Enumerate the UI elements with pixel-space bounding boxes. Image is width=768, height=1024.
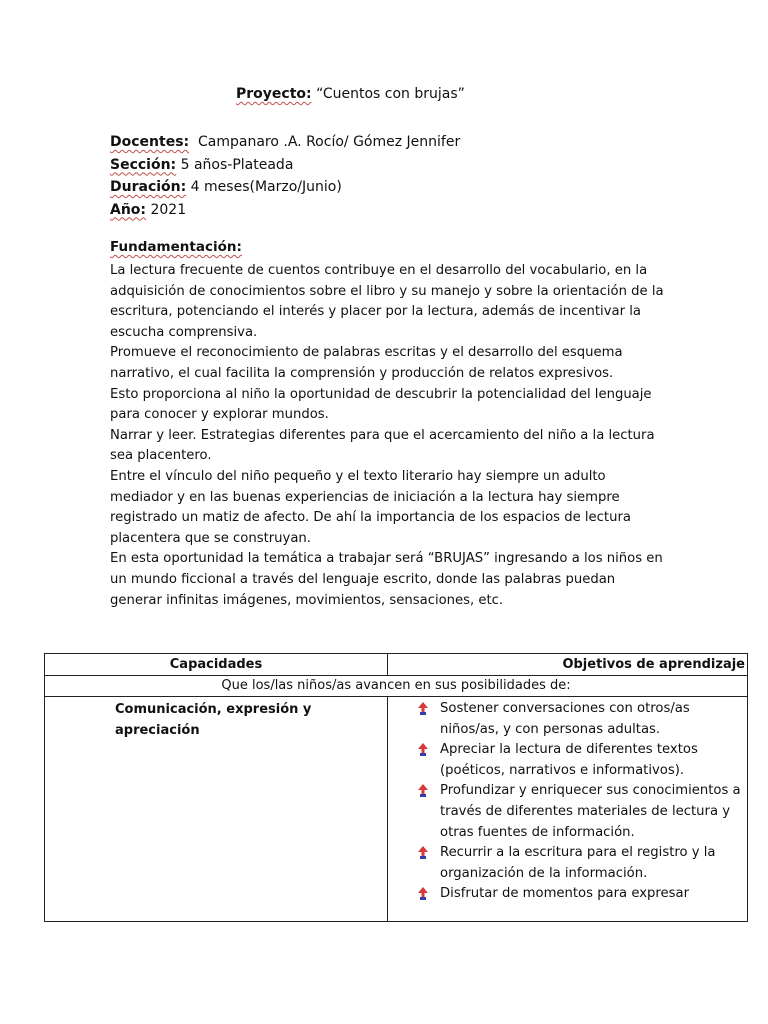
- table-header-row: [45, 654, 748, 676]
- arrow-base: [420, 856, 426, 859]
- arrow-head: [418, 887, 428, 897]
- meta-duracion: [110, 176, 460, 199]
- project-title: “Cuentos con brujas”: [311, 86, 465, 102]
- meta-value: 5 años-Plateada: [176, 156, 294, 173]
- table-span-row: [45, 676, 748, 697]
- meta-anio: [110, 199, 460, 222]
- arrow-bullet-icon: [418, 743, 428, 756]
- objetivo-text: Recurrir a la escritura para el registro y la organización de la información.: [440, 845, 716, 881]
- capacidad-text: Comunicación, expresión y apreciación: [115, 702, 312, 738]
- paragraph: Promueve el reconocimiento de palabras escritas y el desarrollo del esquema narrativo, el cual facilita la comprensión y producción de relatos expresivos.: [110, 345, 623, 381]
- list-item: [388, 884, 747, 905]
- arrow-head: [418, 743, 428, 753]
- arrow-base: [420, 753, 426, 756]
- span-row-text: Que los/las niños/as avancen en sus posibilidades de:: [45, 676, 748, 697]
- fundamentacion-heading: [110, 239, 242, 255]
- meta-label: Docentes:: [110, 134, 190, 150]
- arrow-bullet-icon: [418, 702, 428, 715]
- arrow-bullet-icon: [418, 846, 428, 859]
- meta-label: Año:: [110, 201, 147, 218]
- objetivos-cell: [388, 697, 748, 922]
- meta-label: Sección:: [110, 156, 177, 173]
- list-item: [388, 699, 747, 740]
- arrow-head: [418, 702, 428, 712]
- meta-value: 4 meses(Marzo/Junio): [186, 179, 342, 195]
- list-item: [388, 843, 747, 884]
- meta-label: Duración:: [110, 179, 187, 195]
- objetivo-text: Apreciar la lectura de diferentes textos (poéticos, narrativos e informativos).: [440, 742, 698, 778]
- project-title-line: [236, 86, 465, 102]
- paragraph: Entre el vínculo del niño pequeño y el texto literario hay siempre un adulto mediador y en las buenas experiencias de iniciación a la lectura hay siempre registrado un matiz de afecto. De ahí la importancia de los espacios de lectura placentera que se construyan.: [110, 468, 631, 546]
- arrow-bullet-icon: [418, 887, 428, 900]
- arrow-head: [418, 846, 428, 856]
- objetivo-text: Profundizar y enriquecer sus conocimientos a través de diferentes materiales de lectura y otras fuentes de información.: [440, 783, 741, 840]
- arrow-base: [420, 712, 426, 715]
- fundamentacion-body: [110, 261, 670, 611]
- list-item: [388, 740, 747, 781]
- project-label: Proyecto:: [236, 86, 312, 102]
- fundamentacion-label: Fundamentación:: [110, 239, 242, 255]
- objetivo-text: Disfrutar de momentos para expresar: [440, 886, 690, 902]
- table-row: [45, 697, 748, 922]
- paragraph: Narrar y leer. Estrategias diferentes para que el acercamiento del niño a la lectura sea placentero.: [110, 427, 655, 464]
- paragraph: La lectura frecuente de cuentos contribuye en el desarrollo del vocabulario, en la adquisición de conocimientos sobre el libro y su manejo y sobre la orientación de la escritura, potenciando el interés y placer por la lectura, además de incentivar la escucha comprensiva.: [110, 263, 664, 340]
- arrow-base: [420, 897, 426, 900]
- meta-value: 2021: [146, 201, 187, 218]
- paragraph: En esta oportunidad la temática a trabajar será “BRUJAS” ingresando a los niños en un mundo ficcional a través del lenguaje escrito, donde las palabras puedan generar infinitas imágenes, movimientos, sensaciones, etc.: [110, 551, 663, 608]
- project-meta: [110, 131, 460, 221]
- arrow-bullet-icon: [418, 784, 428, 797]
- header-objetivos: Objetivos de aprendizaje: [388, 654, 748, 676]
- objetivo-text: Sostener conversaciones con otros/as niños/as, y con personas adultas.: [440, 701, 690, 737]
- capacidad-cell: [45, 697, 388, 922]
- meta-value: Campanaro .A. Rocío/ Gómez Jennifer: [189, 134, 461, 150]
- objectives-table: [44, 653, 748, 922]
- objetivos-list: [388, 697, 747, 905]
- header-capacidades: Capacidades: [45, 654, 388, 676]
- arrow-head: [418, 784, 428, 794]
- arrow-base: [420, 794, 426, 797]
- list-item: [388, 781, 747, 843]
- meta-seccion: [110, 154, 460, 177]
- paragraph: Esto proporciona al niño la oportunidad de descubrir la potencialidad del lenguaje para conocer y explorar mundos.: [110, 386, 652, 423]
- meta-docentes: [110, 131, 460, 154]
